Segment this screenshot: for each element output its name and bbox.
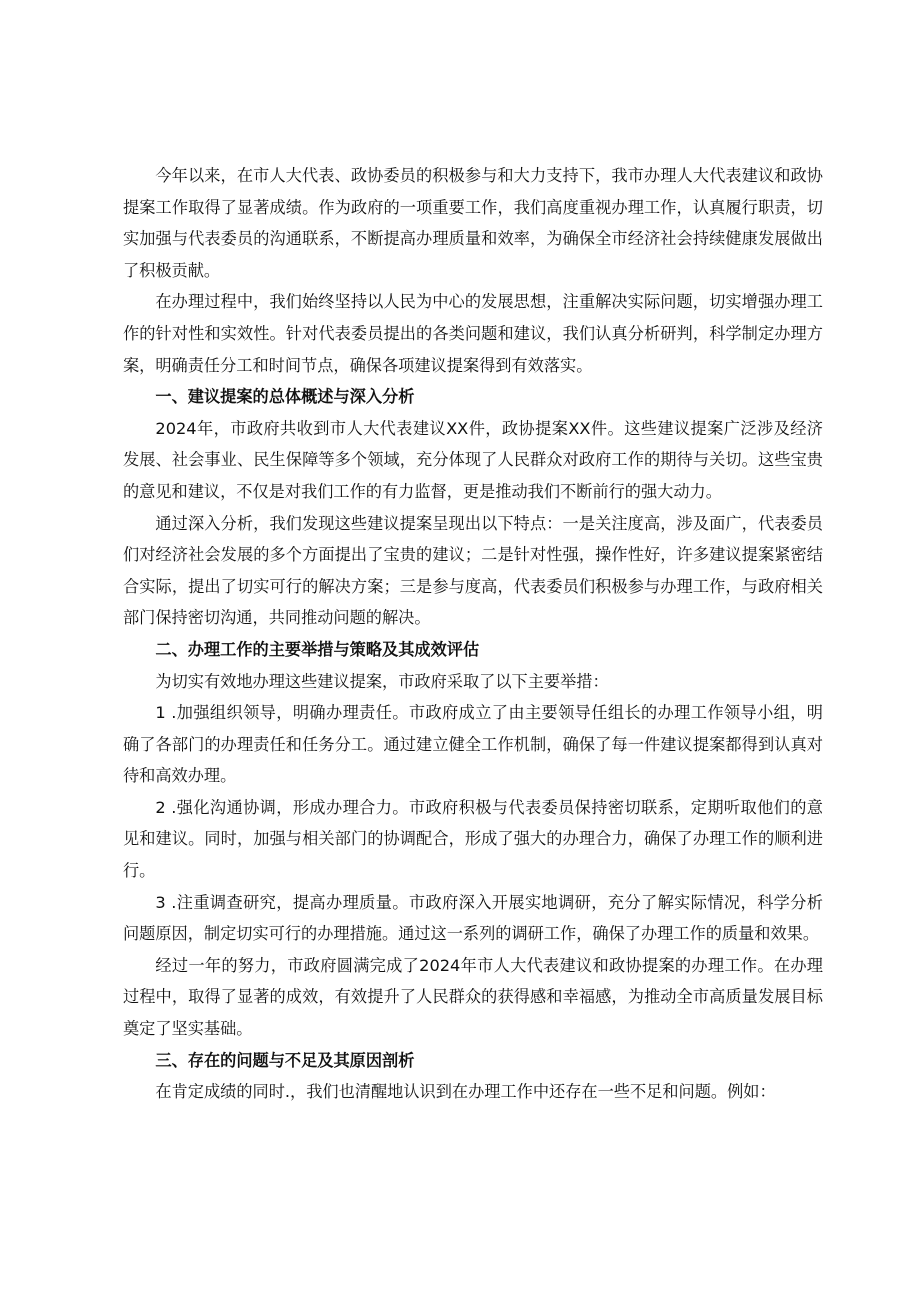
section-1-paragraph-2: 通过深入分析，我们发现这些建议提案呈现出以下特点：一是关注度高，涉及面广，代表委员们对经济社会发展的多个方面提出了宝贵的建议；二是针对性强，操作性好，许多建议提案紧密结合实际，提出了切实可行的解决方案；三是参与度高，代表委员们积极参与办理工作，与政府相关部门保持密切沟通，共同推动问题的解决。 [123,513,823,628]
intro-paragraph-2: 在办理过程中，我们始终坚持以人民为中心的发展思想，注重解决实际问题，切实增强办理工作的针对性和实效性。针对代表委员提出的各类问题和建议，我们认真分析研判，科学制定办理方案，明确责任分工和时间节点，确保各项建议提案得到有效落实。 [123,292,823,375]
measure-item-1: 1 .加强组织领导，明确办理责任。市政府成立了由主要领导任组长的办理工作领导小组，明确了各部门的办理责任和任务分工。通过建立健全工作机制，确保了每一件建议提案都得到认真对待和高效办理。 [123,703,823,786]
document-body [123,160,823,1108]
measure-item-3: 3 .注重调查研究，提高办理质量。市政府深入开展实地调研，充分了解实际情况，科学分析问题原因，制定切实可行的办理措施。通过这一系列的调研工作，确保了办理工作的质量和效果。 [123,892,823,944]
measure-item-2: 2 .强化沟通协调，形成办理合力。市政府积极与代表委员保持密切联系，定期听取他们的意见和建议。同时，加强与相关部门的协调配合，形成了强大的办理合力，确保了办理工作的顺利进行。 [123,797,823,881]
section-2-intro: 为切实有效地办理这些建议提案，市政府采取了以下主要举措： [155,671,609,691]
section-2-summary: 经过一年的努力，市政府圆满完成了2024年市人大代表建议和政协提案的办理工作。在办理过程中，取得了显著的成效，有效提升了人民群众的获得感和幸福感，为推动全市高质量发展目标奠定了坚实基础。 [123,955,823,1039]
section-heading-3: 三、存在的问题与不足及其原因剖析 [155,1050,415,1070]
section-heading-1: 一、建议提案的总体概述与深入分析 [155,387,415,407]
section-3-paragraph-1: 在肯定成绩的同时.，我们也清醒地认识到在办理工作中还存在一些不足和问题。例如： [155,1082,776,1102]
section-1-paragraph-1: 2024年，市政府共收到市人大代表建议XX件，政协提案XX件。这些建议提案广泛涉及经济发展、社会事业、民生保障等多个领域，充分体现了人民群众对政府工作的期待与关切。这些宝贵的意见和建议，不仅是对我们工作的有力监督，更是推动我们不断前行的强大动力。 [123,418,823,501]
section-heading-2: 二、办理工作的主要举措与策略及其成效评估 [155,639,480,659]
intro-paragraph-1: 今年以来，在市人大代表、政协委员的积极参与和大力支持下，我市办理人大代表建议和政协提案工作取得了显著成绩。作为政府的一项重要工作，我们高度重视办理工作，认真履行职责，切实加强与代表委员的沟通联系，不断提高办理质量和效率，为确保全市经济社会持续健康发展做出了积极贡献。 [123,166,823,280]
